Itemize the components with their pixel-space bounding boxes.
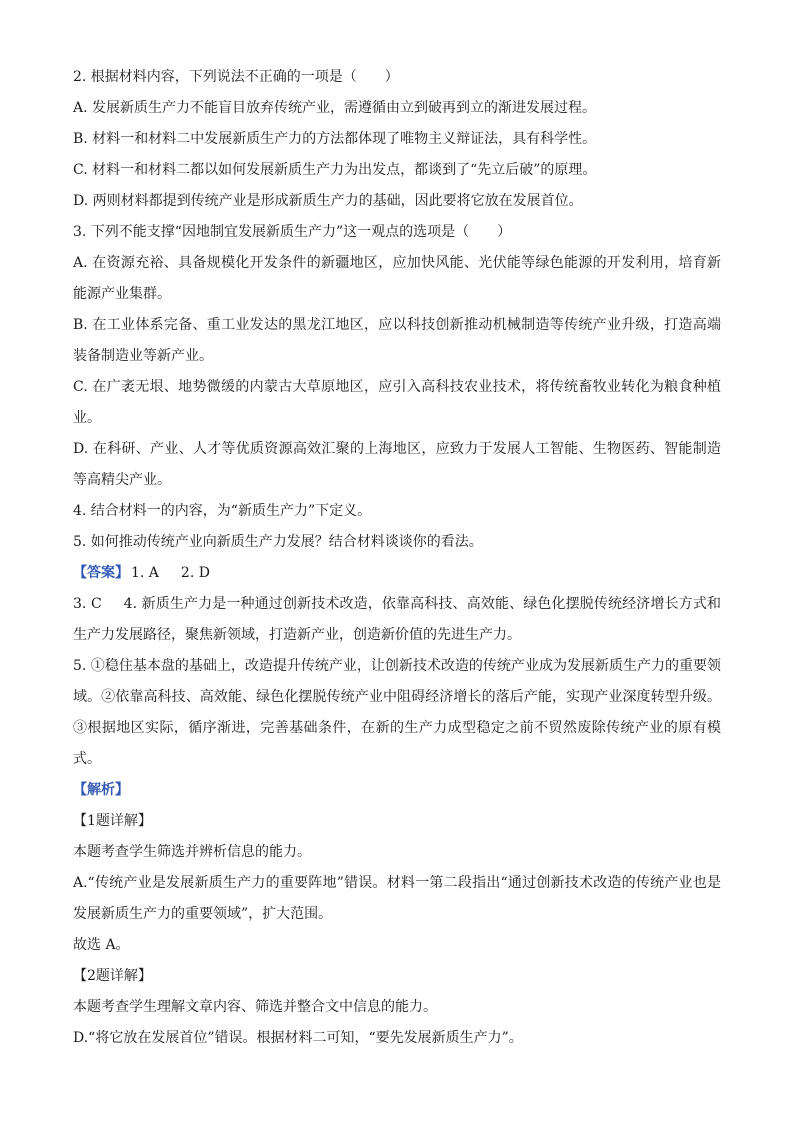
question-3-stem: 3. 下列不能支撑“因地制宜发展新质生产力”这一观点的选项是（ ） xyxy=(73,224,512,240)
answer-3: 3. C xyxy=(73,596,102,612)
detail-2-intro: 本题考查学生理解文章内容、筛选并整合文中信息的能力。 xyxy=(73,999,437,1015)
document-content xyxy=(73,62,721,1054)
answer-3-4-row xyxy=(73,589,721,651)
question-3-option-c: C. 在广袤无垠、地势微缓的内蒙古大草原地区，应引入高科技农业技术，将传统畜牧业转化为粮食种植业。 xyxy=(73,379,721,426)
detail-1-intro: 本题考查学生筛选并辨析信息的能力。 xyxy=(73,844,311,860)
question-2-stem: 2. 根据材料内容，下列说法不正确的一项是（ ） xyxy=(73,69,399,85)
answer-row xyxy=(73,558,721,589)
detail-2-body: D.“将它放在发展首位”错误。根据材料二可知，“要先发展新质生产力”。 xyxy=(73,1030,523,1046)
answer-5: 5. ①稳住基本盘的基础上，改造提升传统产业，让创新技术改造的传统产业成为发展新质生产力的重要领域。②依靠高科技、高效能、绿色化摆脱传统产业中阻碍经济增长的落后产能，实现产业深度转型升级。③根据地区实际，循序渐进，完善基础条件，在新的生产力成型稳定之前不贸然废除传统产业的原有模式。 xyxy=(73,658,721,767)
question-2-option-d: D. 两则材料都提到传统产业是形成新质生产力的基础，因此要将它放在发展首位。 xyxy=(73,193,583,209)
question-5: 5. 如何推动传统产业向新质生产力发展？结合材料谈谈你的看法。 xyxy=(73,534,483,550)
detail-2-title: 【2题详解】 xyxy=(73,968,152,984)
answer-tag: 【答案】 xyxy=(73,565,129,581)
detail-1-title: 【1题详解】 xyxy=(73,813,152,829)
detail-1-body: A.“传统产业是发展新质生产力的重要阵地”错误。材料一第二段指出“通过创新技术改造的传统产业也是发展新质生产力的重要领域”，扩大范围。 xyxy=(73,875,721,922)
analysis-tag: 【解析】 xyxy=(73,782,129,798)
detail-1-conclusion: 故选 A。 xyxy=(73,937,130,953)
question-2-option-a: A. 发展新质生产力不能盲目放弃传统产业，需遵循由立到破再到立的渐进发展过程。 xyxy=(73,100,597,116)
answer-2: 2. D xyxy=(180,565,210,581)
question-3-option-a: A. 在资源充裕、具备规模化开发条件的新疆地区，应加快风能、光伏能等绿色能源的开发利用，培育新能源产业集群。 xyxy=(73,255,721,302)
question-3-option-d: D. 在科研、产业、人才等优质资源高效汇聚的上海地区，应致力于发展人工智能、生物医药、智能制造等高精尖产业。 xyxy=(73,441,721,488)
answer-4: 4. 新质生产力是一种通过创新技术改造，依靠高科技、高效能、绿色化摆脱传统经济增长方式和生产力发展路径，聚焦新领域，打造新产业，创造新价值的先进生产力。 xyxy=(73,596,721,643)
question-2-option-c: C. 材料一和材料二都以如何发展新质生产力为出发点，都谈到了“先立后破”的原理。 xyxy=(73,162,597,178)
answer-1: 1. A xyxy=(131,565,159,581)
question-2-option-b: B. 材料一和材料二中发展新质生产力的方法都体现了唯物主义辩证法，具有科学性。 xyxy=(73,131,597,147)
question-4: 4. 结合材料一的内容，为“新质生产力”下定义。 xyxy=(73,503,372,519)
question-3-option-b: B. 在工业体系完备、重工业发达的黑龙江地区，应以科技创新推动机械制造等传统产业升级，打造高端装备制造业等新产业。 xyxy=(73,317,721,364)
